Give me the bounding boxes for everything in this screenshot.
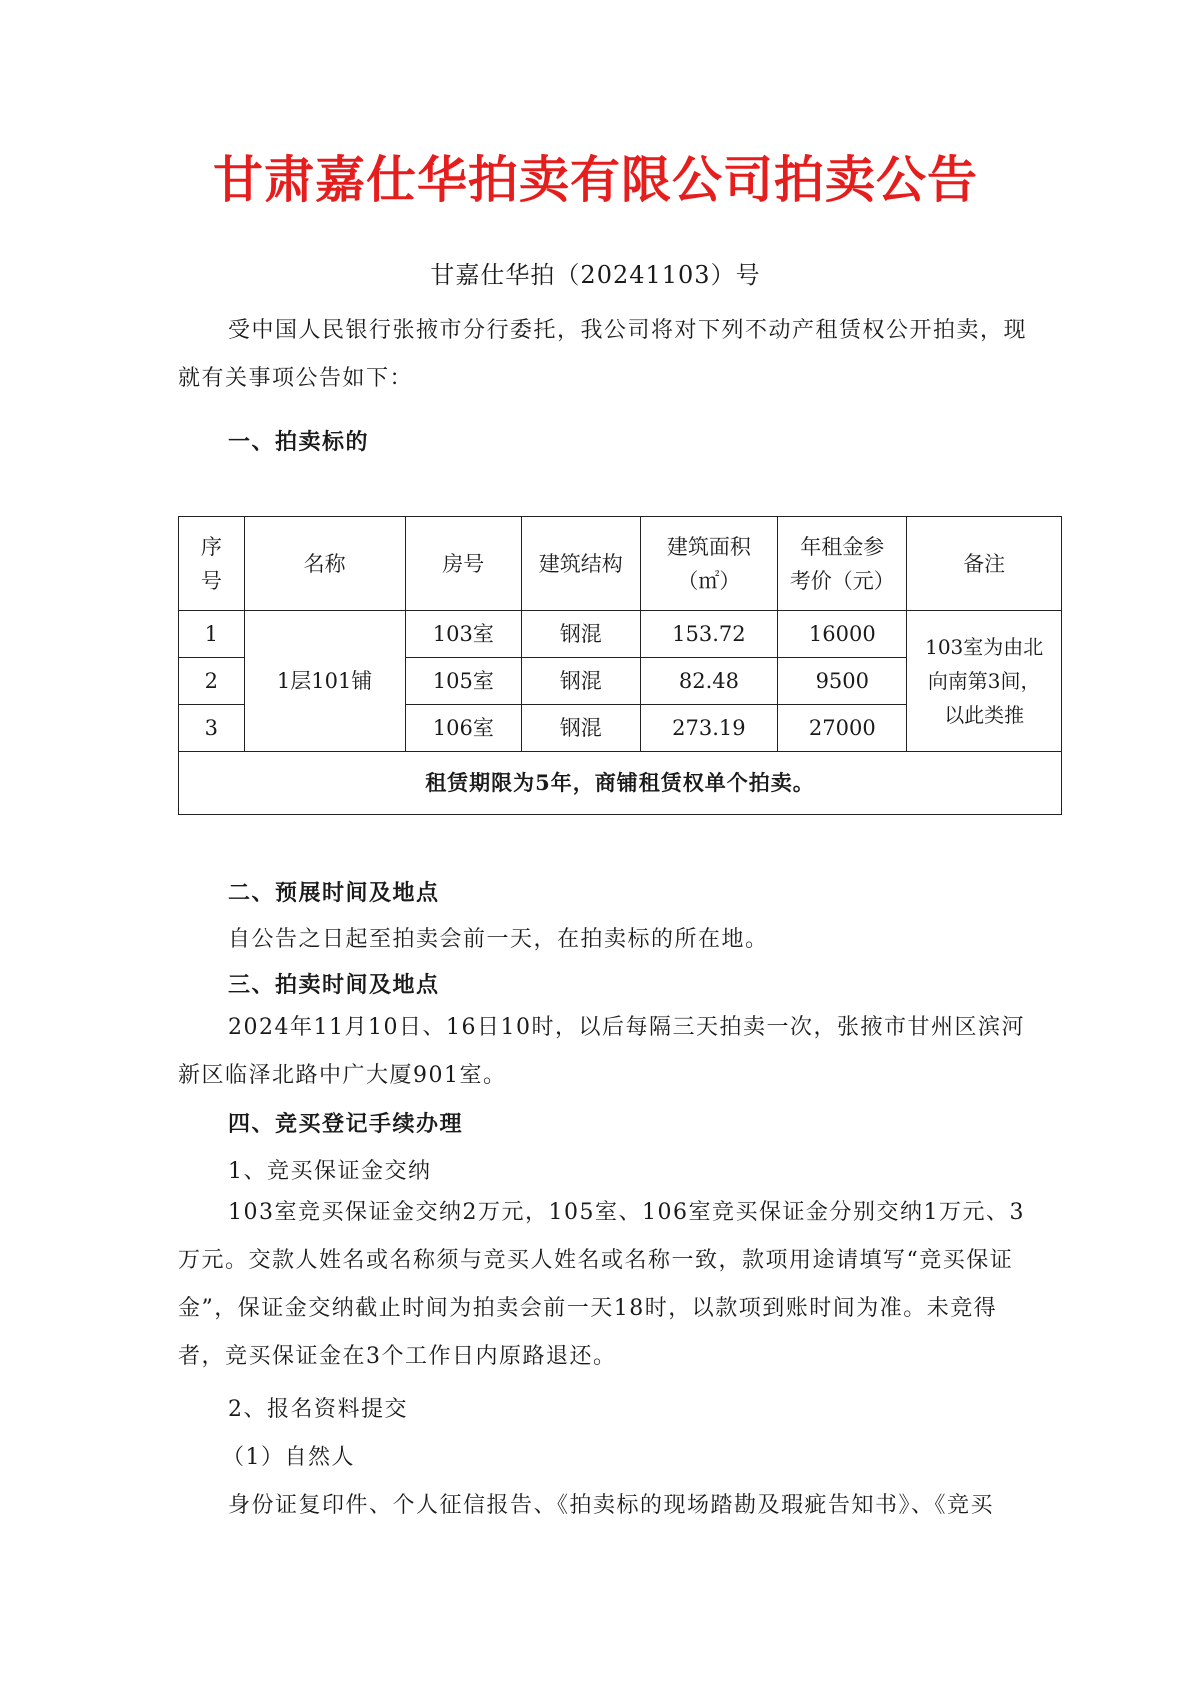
section-4-sub1-text: 103室竞买保证金交纳2万元，105室、106室竞买保证金分别交纳1万元、3万元。交款人姓名或名称须与竞买人姓名或名称一致，款项用途请填写“竞买保证金”，保证金交纳截止时间为拍卖会前一天18时，以款项到账时间为准。未竞得者，竞买保证金在3个工作日内原路退还。 — [178, 1200, 1025, 1369]
document-title: 甘肃嘉仕华拍卖有限公司拍卖公告 — [213, 150, 978, 209]
header-seq-line2: 号 — [200, 568, 222, 593]
cell-rent: 9500 — [778, 658, 907, 705]
header-remark: 备注 — [907, 517, 1062, 611]
table-row — [179, 611, 1062, 658]
cell-structure: 钢混 — [522, 611, 641, 658]
cell-area: 82.48 — [640, 658, 778, 705]
auction-items-table — [178, 516, 1062, 815]
section-4-heading: 四、竞买登记手续办理 — [228, 1111, 464, 1137]
remark-line: 向南第3间， — [927, 669, 1041, 693]
header-seq — [179, 517, 245, 611]
cell-rent: 16000 — [778, 611, 907, 658]
section-4-sub1: 1、竞买保证金交纳 — [228, 1159, 432, 1184]
header-name: 名称 — [244, 517, 405, 611]
section-4-sub2: 2、报名资料提交 — [228, 1397, 408, 1422]
section-3-text: 2024年11月10日、16日10时，以后每隔三天拍卖一次，张掖市甘州区滨河新区临泽北路中广大厦901室。 — [178, 1015, 1025, 1088]
header-area — [640, 517, 778, 611]
header-area-line1: 建筑面积 — [666, 534, 751, 559]
remark-line: 103室为由北 — [925, 635, 1044, 659]
header-room: 房号 — [405, 517, 521, 611]
cell-rent: 27000 — [778, 705, 907, 752]
cell-seq: 2 — [179, 658, 245, 705]
header-seq-line1: 序 — [200, 534, 222, 559]
cell-area: 273.19 — [640, 705, 778, 752]
section-4-sub2-1: （1）自然人 — [222, 1445, 355, 1470]
section-2-text: 自公告之日起至拍卖会前一天，在拍卖标的所在地。 — [228, 927, 769, 952]
remark-line: 以此类推 — [944, 703, 1025, 727]
cell-room: 103室 — [405, 611, 521, 658]
header-area-line2: （㎡） — [677, 568, 741, 593]
section-4-sub2-1-text: 身份证复印件、个人征信报告、《拍卖标的现场踏勘及瑕疵告知书》、《竞买 — [228, 1493, 995, 1518]
cell-seq: 3 — [179, 705, 245, 752]
header-rent-line1: 年租金参 — [800, 534, 885, 559]
section-3-heading: 三、拍卖时间及地点 — [228, 972, 440, 998]
cell-shop-name: 1层101铺 — [244, 611, 405, 752]
intro-paragraph: 受中国人民银行张掖市分行委托，我公司将对下列不动产租赁权公开拍卖，现就有关事项公告如下： — [178, 318, 1028, 391]
header-rent — [778, 517, 907, 611]
cell-remark — [907, 611, 1062, 752]
cell-room: 105室 — [405, 658, 521, 705]
cell-room: 106室 — [405, 705, 521, 752]
header-rent-line2: 考价（元） — [789, 568, 895, 593]
table-header-row — [179, 517, 1062, 611]
header-structure: 建筑结构 — [522, 517, 641, 611]
table-footer-note: 租赁期限为5年，商铺租赁权单个拍卖。 — [179, 752, 1062, 815]
section-2-heading: 二、预展时间及地点 — [228, 880, 440, 906]
section-1-heading: 一、拍卖标的 — [228, 429, 370, 455]
cell-seq: 1 — [179, 611, 245, 658]
cell-structure: 钢混 — [522, 658, 641, 705]
cell-area: 153.72 — [640, 611, 778, 658]
table-footer-row — [179, 752, 1062, 815]
cell-structure: 钢混 — [522, 705, 641, 752]
document-number: 甘嘉仕华拍（20241103）号 — [430, 261, 761, 289]
